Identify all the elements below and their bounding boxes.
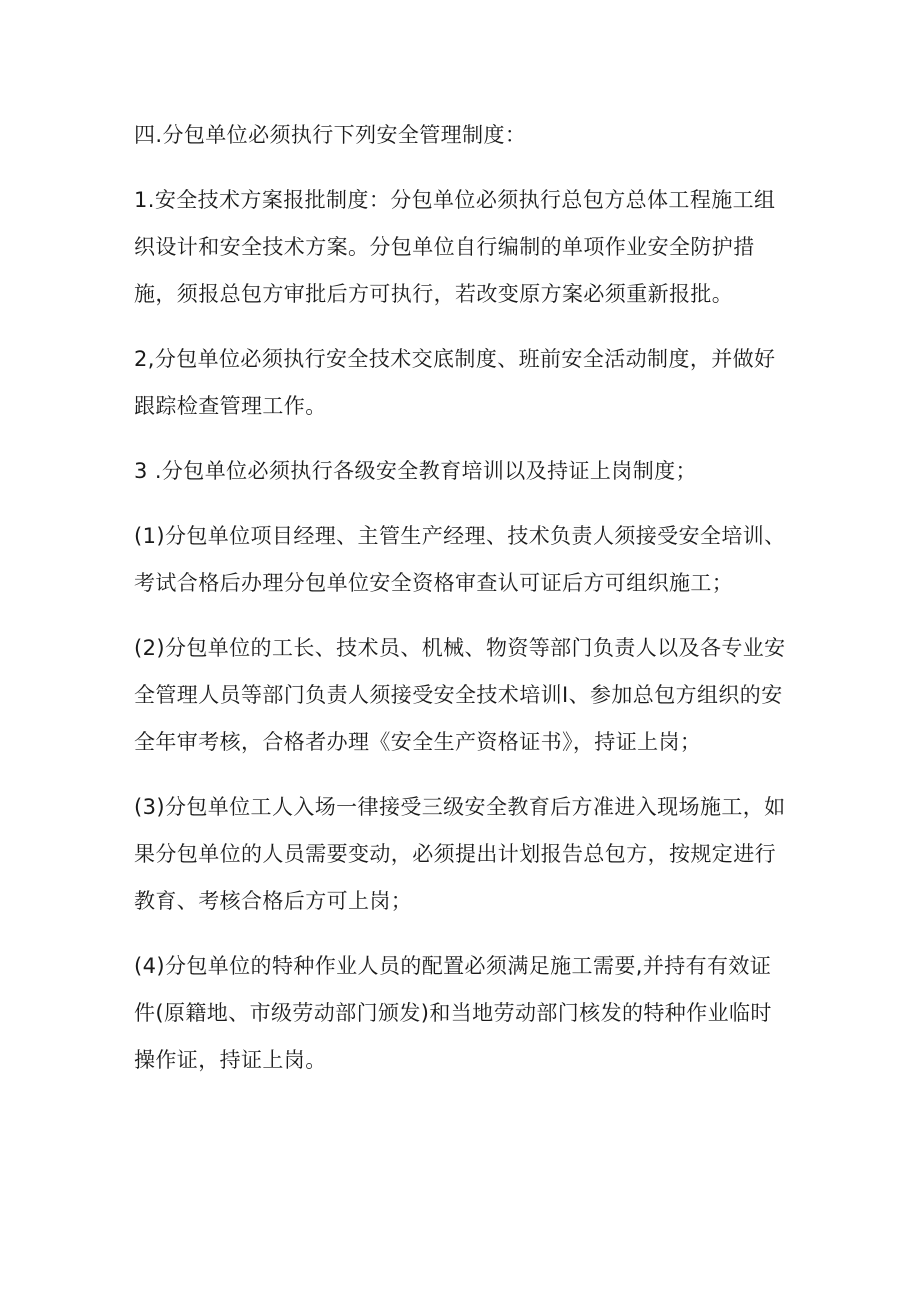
section-heading: 四.分包单位必须执行下列安全管理制度： — [134, 123, 527, 147]
paragraph-item-3: (3)分包单位工人入场一律接受三级安全教育后方准进入现场施工，如果分包单位的人员需要变动，必须提出计划报告总包方，按规定进行教育、考核合格后方可上岗； — [134, 795, 786, 913]
document-body — [134, 112, 790, 1084]
paragraph-3-training-system: 3 .分包单位必须执行各级安全教育培训以及持证上岗制度； — [134, 459, 697, 483]
paragraph-item-4: (4)分包单位的特种作业人员的配置必须满足施工需要,并持有有效证件(原籍地、市级劳动部门颁发)和当地劳动部门核发的特种作业临时操作证，持证上岗。 — [134, 954, 772, 1072]
paragraph-item-2: (2)分包单位的工长、技术员、机械、物资等部门负责人以及各专业安全管理人员等部门负责人须接受安全技术培训Ⅰ、参加总包方组织的安全年审考核，合格者办理《安全生产资格证书》，持证上岗； — [134, 636, 786, 754]
paragraph-1-approval-system: 1.安全技术方案报批制度：分包单位必须执行总包方总体工程施工组织设计和安全技术方案。分包单位自行编制的单项作业安全防护措施，须报总包方审批后方可执行，若改变原方案必须重新报批。 — [134, 188, 776, 306]
paragraph-item-1: (1)分包单位项目经理、主管生产经理、技术负责人须接受安全培训、考试合格后办理分包单位安全资格审查认可证后方可组织施工； — [134, 524, 786, 595]
paragraph-2-briefing-system: 2,分包单位必须执行安全技术交底制度、班前安全活动制度，并做好跟踪检查管理工作。 — [134, 347, 776, 418]
